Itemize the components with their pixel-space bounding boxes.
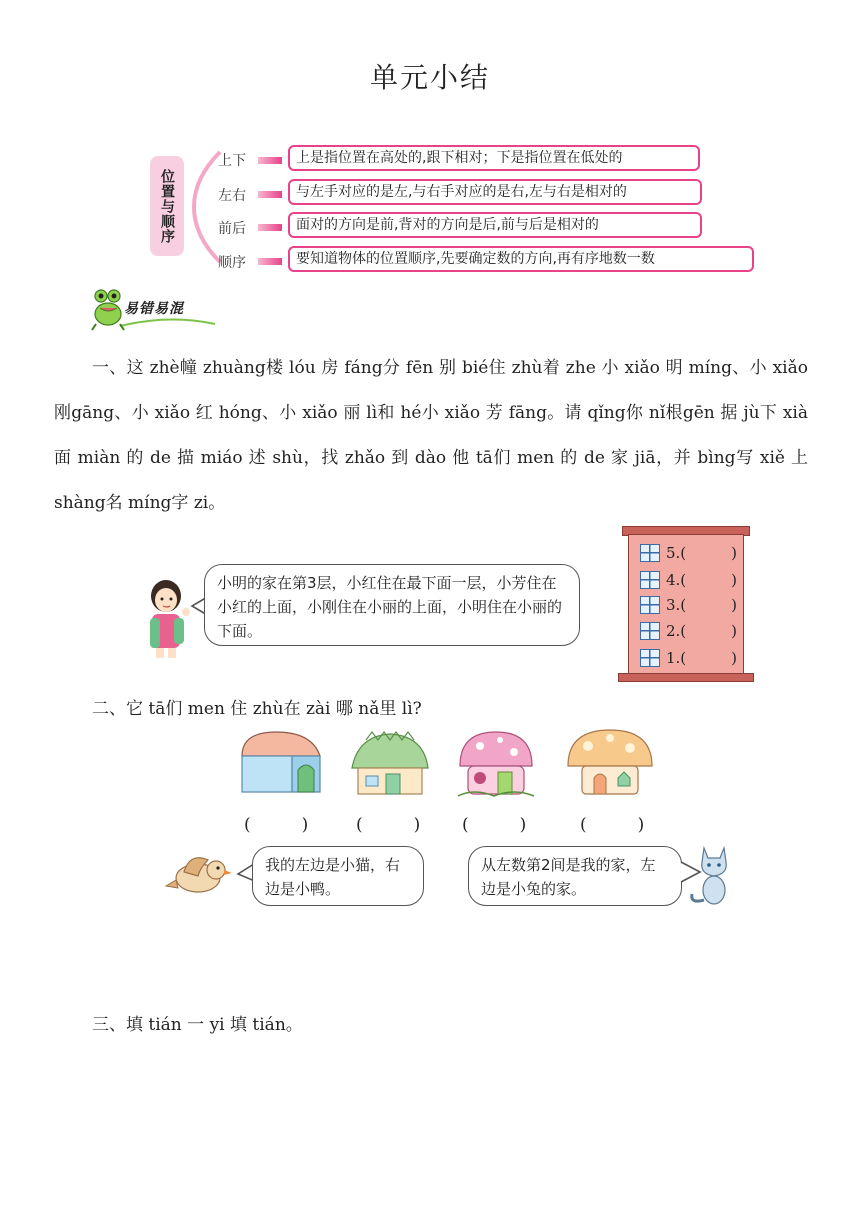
summary-label-order: 顺序 <box>218 255 246 271</box>
answer-blank-1: ( ) <box>244 815 309 835</box>
house-3-icon <box>454 726 538 800</box>
summary-topic-label: 位置与顺序 <box>159 168 175 244</box>
summary-text-frontback: 面对的方向是前,背对的方向是后,前与后是相对的 <box>288 212 702 238</box>
summary-label-leftright: 左右 <box>218 188 246 204</box>
summary-arrow <box>258 191 282 198</box>
house-2-icon <box>348 726 432 798</box>
bird-illustration-icon <box>164 846 236 902</box>
summary-label-updown: 上下 <box>218 153 246 169</box>
cat-illustration-icon <box>688 842 740 908</box>
house-4-icon <box>564 726 656 798</box>
page-title: 单元小结 <box>369 61 490 94</box>
summary-text-order: 要知道物体的位置顺序,先要确定数的方向,再有序地数一数 <box>288 246 754 272</box>
answer-blank-3: ( ) <box>462 815 527 835</box>
floor-label: 4.( ) <box>666 571 738 589</box>
window-icon <box>640 571 660 589</box>
window-icon <box>640 622 660 640</box>
floor-label: 1.( ) <box>666 649 738 667</box>
floor-label: 5.( ) <box>666 544 738 562</box>
question-2-title: 二、它 tā们 men 住 zhù在 zài 哪 nǎ里 lì? <box>92 699 422 719</box>
cat-speech: 从左数第2间是我的家，左边是小兔的家。 <box>468 846 682 906</box>
floor-label: 2.( ) <box>666 622 738 640</box>
summary-arrow <box>258 224 282 231</box>
summary-text-updown: 上是指位置在高处的,跟下相对；下是指位置在低处的 <box>288 145 700 171</box>
window-icon <box>640 596 660 614</box>
building-base <box>618 673 754 682</box>
window-icon <box>640 544 660 562</box>
summary-text-leftright: 与左手对应的是左,与右手对应的是右,左与右是相对的 <box>288 179 702 205</box>
answer-blank-2: ( ) <box>356 815 421 835</box>
question-1-speech: 小明的家在第3层，小红住在最下面一层，小芳住在小红的上面，小刚住在小丽的上面，小明住在小丽的下面。 <box>204 564 580 646</box>
bird-speech: 我的左边是小猫，右边是小鸭。 <box>252 846 424 906</box>
question-1-text: 一、这 zhè幢 zhuàng楼 lóu 房 fáng分 fēn 别 bié住 zhù着 zhe 小 xiǎo 明 míng、小 xiǎo 刚gāng、小 xiǎo 红 hóng、小 xiǎo 丽 lì和 hé小 xiǎo 芳 fāng。请 qǐng你 nǐ根gēn 据 jù下 xià面 miàn 的 de 描 miáo 述 shù，找 zhǎo 到 dào 他 tā们 men 的 de 家 jiā，并 bìng写 xiě 上 shàng名 míng字 zi。 <box>54 358 808 513</box>
summary-label-frontback: 前后 <box>218 221 246 237</box>
question-3-title: 三、填 tián 一 yi 填 tián。 <box>92 1015 303 1035</box>
window-icon <box>640 649 660 667</box>
summary-arrow <box>258 258 282 265</box>
answer-blank-4: ( ) <box>580 815 645 835</box>
summary-arrow <box>258 157 282 164</box>
summary-topic-badge <box>150 156 184 256</box>
banner-text: 易错易混 <box>124 301 184 317</box>
house-1-icon <box>236 726 332 798</box>
floor-label: 3.( ) <box>666 596 738 614</box>
